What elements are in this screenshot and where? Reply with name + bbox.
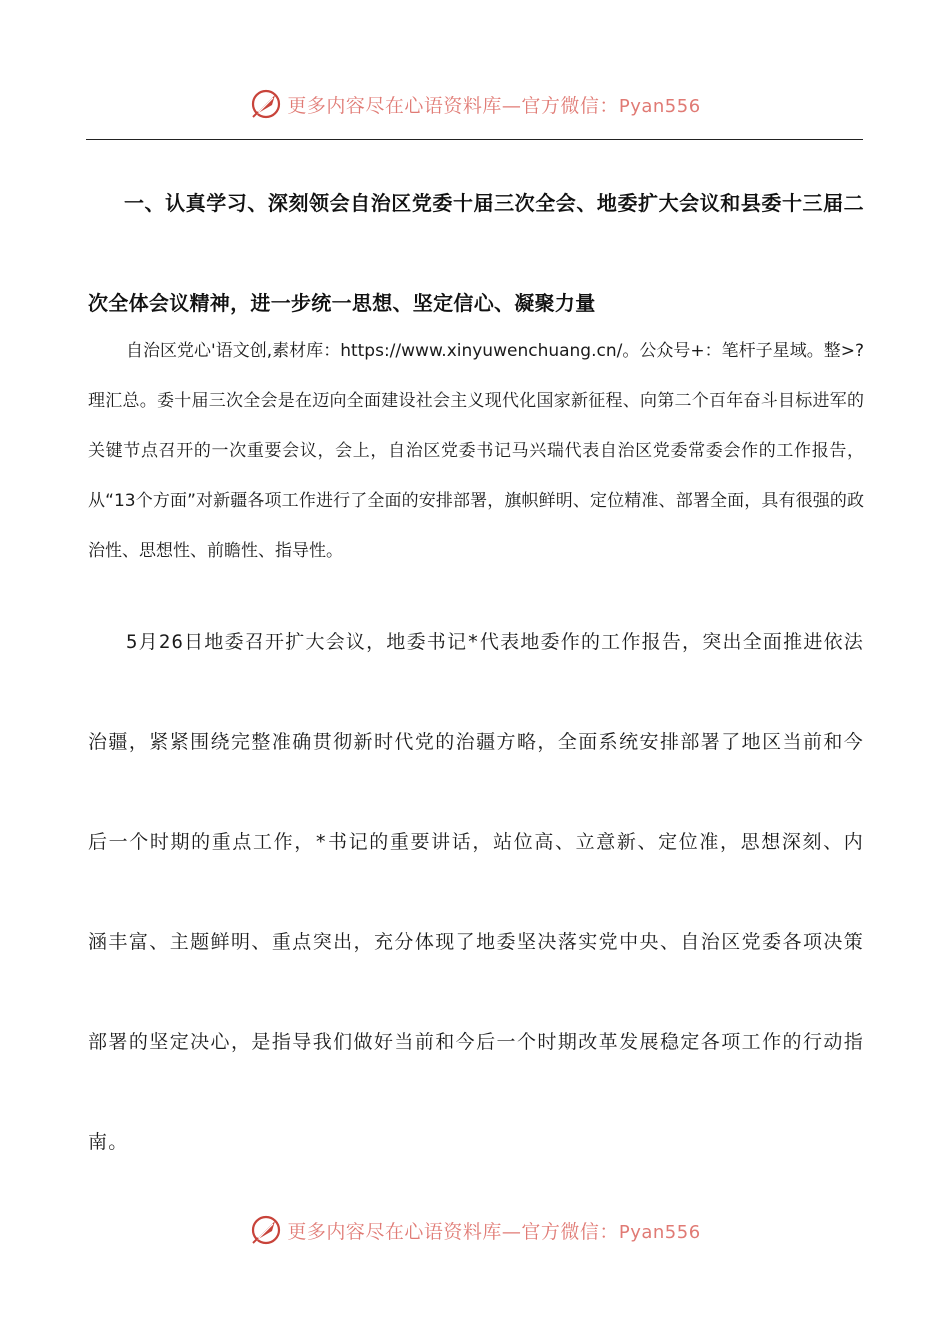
banner-text: 更多内容尽在心语资料库—官方微信：Pyan556 <box>287 94 701 117</box>
body-paragraph-2: 5月26日地委召开扩大会议，地委书记*代表地委作的工作报告，突出全面推进依法治疆，紧紧围绕完整准确贯彻新时代党的治疆方略，全面系统安排部署了地区当前和今后一个时期的重点工作，*书记的重要讲话，站位高、立意新、定位准，思想深刻、内涵丰富、主题鲜明、重点突出，充分体现了地委坚决落实党中央、自治区党委各项决策部署的坚定决心，是指导我们做好当前和今后一个时期改革发展稳定各项工作的行动指南。 <box>88 631 864 1153</box>
footer-banner <box>0 1210 950 1250</box>
section-heading: 一、认真学习、深刻领会自治区党委十届三次全会、地委扩大会议和县委十三届二次全体会议精神，进一步统一思想、坚定信心、凝聚力量 <box>88 191 864 315</box>
body-paragraph-1: 自治区党心'语文创,素材库：https://www.xinyuwenchuang.cn/。公众号+：笔杆子星域。整>?理汇总。委十届三次全会是在迈向全面建设社会主义现代化国家新征程、向第二个百年奋斗目标进军的关键节点召开的一次重要会议，会上，自治区党委书记马兴瑞代表自治区党委常委会作的工作报告，从“13个方面”对新疆各项工作进行了全面的安排部署，旗帜鲜明、定位精准、部署全面，具有很强的政治性、思想性、前瞻性、指导性。 <box>88 341 864 561</box>
wechat-id: Pyan556 <box>618 95 701 117</box>
quill-logo-icon <box>249 1213 283 1247</box>
header-divider <box>86 139 863 140</box>
wechat-id: Pyan556 <box>618 1221 701 1243</box>
banner-text: 更多内容尽在心语资料库—官方微信：Pyan556 <box>287 1220 701 1243</box>
header-banner <box>0 84 950 124</box>
quill-logo-icon <box>249 87 283 121</box>
